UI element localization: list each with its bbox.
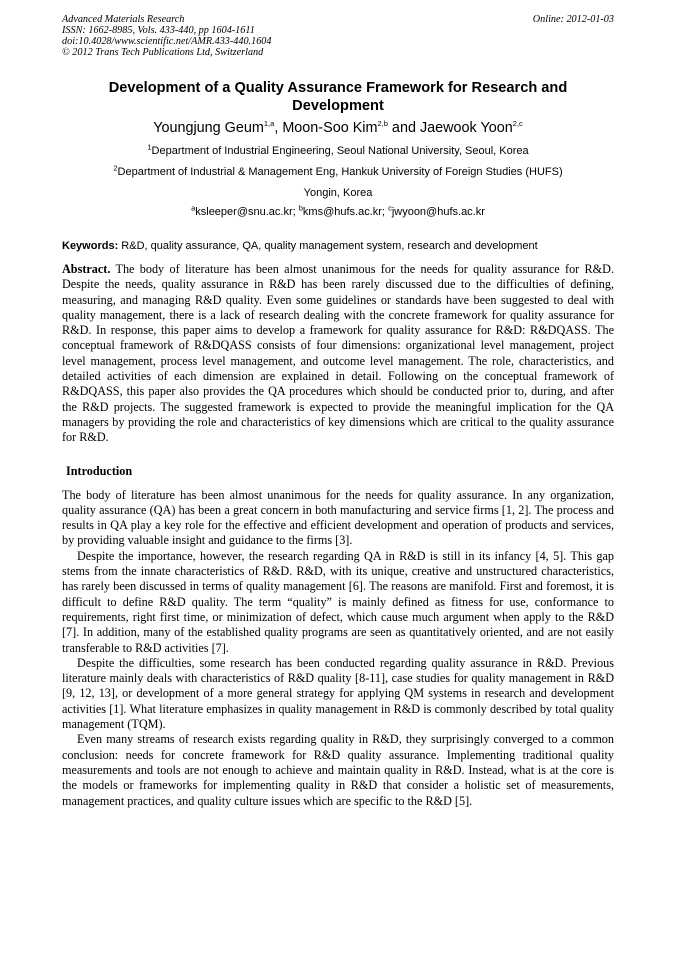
abstract-label: Abstract.	[62, 262, 111, 276]
online-date: Online: 2012-01-03	[532, 14, 614, 25]
email-list	[62, 203, 614, 219]
body-paragraph: Despite the importance, however, the research regarding QA in R&D is still in its infancy [4, 5]. This gap stems from the innate characteristics of R&D. R&D, with its unique, creative and unstructured characteristics, has rarely been discussed in terms of quality management [6]. The reasons are manifold. First and foremost, it is difficult to define R&D quality. The term “quality” is mainly defined as fitness for use, conformance to requirements, right first time, or minimization of defect, which cause much argument when apply to the R&D [7]. In addition, many of the established quality programs are seen as quantitatively oriented, and are not easily transferable to R&D activities [7].	[62, 548, 614, 655]
author-sup: 2,b	[377, 119, 388, 129]
body-paragraph: Despite the difficulties, some research has been conducted regarding quality assurance in R&D. Previous literature mainly deals with characteristics of R&D quality [8-11], case studies for quality management in R&D [9, 12, 13], or development of a more general strategy for applying QM systems in research and development activities [1]. What literature emphasizes in quality management in R&D is commonly described by total quality management (TQM).	[62, 655, 614, 732]
paper-page	[62, 14, 614, 809]
affiliation-city: Yongin, Korea	[303, 187, 373, 199]
author-list	[62, 119, 614, 137]
abstract-text: The body of literature has been almost unanimous for the needs for quality assurance for R&D. Despite the needs, quality assurance in R&D has been rarely discussed due to the difficulties of defining, measuring, and managing R&D quality. Even some guidelines or standards have been suggested to deal with quality management, there is a lack of research dealing with the concrete framework for quality assurance for R&D. In response, this paper aims to develop a framework for quality assurance for R&D: R&DQASS. The conceptual framework of R&DQASS consists of four dimensions: organizational level management, project level management, process level management, and outcome level management. The role, characteristics, and detailed activities of each dimension are explained in detail. Following on the conceptual framework of R&DQASS, this paper also provides the QA procedures which should be conducted prior to, during, and after the R&D projects. The suggested framework is expected to provide the meaningful implication for the QA managers by providing the role and characteristics of key dimensions which are critical to the quality assurance for R&D.	[62, 262, 614, 445]
email-sup: c	[388, 203, 392, 213]
section-heading: Introduction	[66, 463, 133, 478]
journal-header	[62, 14, 614, 58]
body-paragraph: Even many streams of research exists regarding quality in R&D, they surprisingly converged to a common conclusion: needs for concrete framework for R&D quality assurance. Implementing traditional quality measurements and tools are not enough to achieve and maintain quality in R&D. Instead, what is at the core is the models or frameworks for implementing quality in R&D that consider a holistic set of measurements, management practices, and quality culture issues which are specific to the R&D [5].	[62, 732, 614, 808]
keywords-text: R&D, quality assurance, QA, quality management system, research and development	[118, 240, 538, 252]
email-link[interactable]: ksleeper@snu.ac.kr;	[195, 206, 299, 218]
author-name: Moon-Soo Kim	[282, 120, 378, 136]
abstract	[62, 262, 614, 446]
copyright-line: © 2012 Trans Tech Publications Ltd, Switzerland	[62, 47, 264, 58]
email-link[interactable]: kms@hufs.ac.kr;	[302, 206, 389, 218]
author-separator: ,	[274, 120, 283, 136]
author-separator: and	[387, 120, 420, 136]
author-sup: 1,a	[263, 119, 275, 129]
author-sup: 2,c	[512, 119, 523, 129]
author-name: Youngjung Geum	[153, 120, 264, 136]
keywords-line	[62, 239, 614, 253]
email-sup: a	[191, 203, 196, 213]
email-link[interactable]: jwyoon@hufs.ac.kr	[391, 206, 485, 218]
affiliation-sup: 2	[113, 163, 118, 173]
journal-name: Advanced Materials Research	[62, 14, 185, 25]
body-paragraph: The body of literature has been almost unanimous for the needs for quality assurance. In any organization, quality assurance (QA) has been a great concern in both manufacturing and service firms [1, 2]. The process and results in QA play a key role for the effective and efficient development and operation of products and services, by providing valuable insight and guidance to the firms [3].	[62, 487, 614, 548]
affiliation-text: Department of Industrial Engineering, Seoul National University, Seoul, Korea	[151, 145, 529, 157]
issn-line: ISSN: 1662-8985, Vols. 433-440, pp 1604-1611	[62, 25, 255, 36]
author-name: Jaewook Yoon	[419, 120, 513, 136]
affiliation-text: Department of Industrial & Management Eng, Hankuk University of Foreign Studies (HUFS)	[117, 166, 563, 178]
email-sup: b	[298, 203, 303, 213]
paper-title: Development of a Quality Assurance Framework for Research and Development	[108, 80, 568, 114]
doi-line[interactable]: doi:10.4028/www.scientific.net/AMR.433-440.1604	[62, 36, 272, 47]
keywords-label: Keywords:	[62, 240, 119, 252]
affiliation-2	[62, 163, 614, 179]
affiliation-sup: 1	[147, 142, 152, 152]
affiliation-1	[62, 142, 614, 158]
